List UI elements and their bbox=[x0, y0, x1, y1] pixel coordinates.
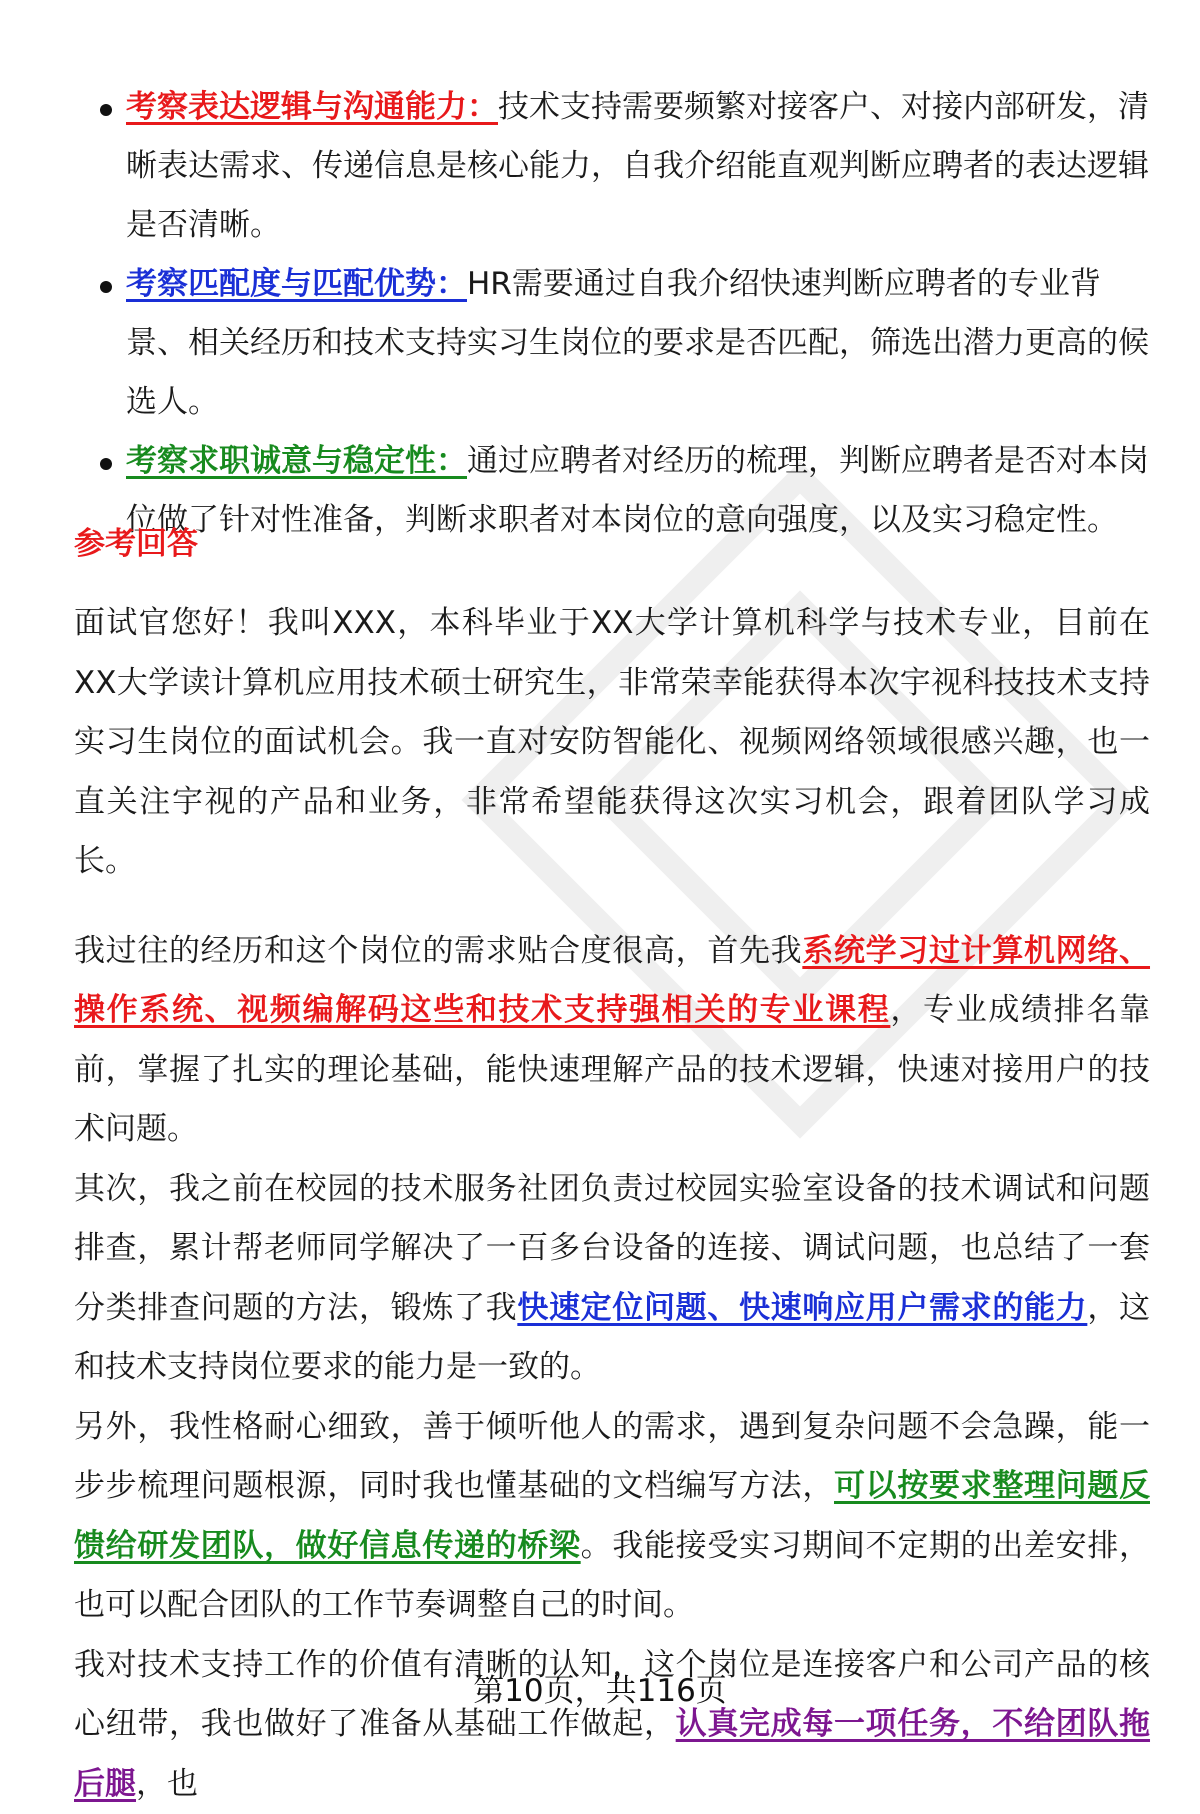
evaluation-points-list bbox=[74, 78, 1154, 550]
paragraph-text: 我过往的经历和这个岗位的需求贴合度很高，首先我 bbox=[74, 933, 802, 969]
bullet-item-sincerity bbox=[74, 432, 1154, 550]
bullet-text: HR需要通过自我介绍快速判断应聘者的专业背景、相关经历和技术支持实习生岗位的要求是否匹配，筛选出潜力更高的候选人。 bbox=[126, 266, 1149, 420]
paragraph-education bbox=[74, 922, 1150, 1160]
paragraph-text: ，也 bbox=[136, 1766, 198, 1802]
paragraph-text: 。我能接受实习期间不定期的出差安排，也可以配合团队的工作节奏调整自己的时间。 bbox=[74, 1528, 1150, 1624]
paragraph-text: 我对技术支持工作的价值有清晰的认知，这个岗位是连接客户和公司产品的核心纽带，我也做好了准备从基础工作做起， bbox=[74, 1647, 1150, 1743]
bullet-keyword: 考察匹配度与匹配优势： bbox=[126, 266, 467, 302]
paragraph-text: 其次，我之前在校园的技术服务社团负责过校园实验室设备的技术调试和问题排查，累计帮老师同学解决了一百多台设备的连接、调试问题，也总结了一套分类排查问题的方法，锻炼了我 bbox=[74, 1171, 1150, 1326]
paragraph-text: ，这和技术支持岗位要求的能力是一致的。 bbox=[74, 1290, 1150, 1386]
page-number: 第10页，共116页 bbox=[0, 1666, 1200, 1716]
paragraph-attitude bbox=[74, 1636, 1150, 1814]
paragraph-personality bbox=[74, 1398, 1150, 1636]
bullet-item-match bbox=[74, 255, 1154, 432]
bullet-item-communication bbox=[74, 78, 1154, 255]
bullet-dot-icon bbox=[100, 104, 112, 116]
paragraph-experience bbox=[74, 1160, 1150, 1398]
bullet-keyword: 考察表达逻辑与沟通能力： bbox=[126, 89, 498, 125]
highlight-text: 可以按要求整理问题反馈给研发团队，做好信息传递的桥梁 bbox=[74, 1468, 1150, 1564]
reference-answer bbox=[74, 594, 1150, 1814]
paragraph-text: ，专业成绩排名靠前，掌握了扎实的理论基础，能快速理解产品的技术逻辑，快速对接用户的技术问题。 bbox=[74, 992, 1150, 1147]
bullet-dot-icon bbox=[100, 458, 112, 470]
bullet-dot-icon bbox=[100, 281, 112, 293]
section-title: 参考回答 bbox=[74, 515, 198, 574]
highlight-text: 系统学习过计算机网络、操作系统、视频编解码这些和技术支持强相关的专业课程 bbox=[74, 933, 1150, 1029]
highlight-text: 认真完成每一项任务，不给团队拖后腿 bbox=[74, 1706, 1150, 1802]
highlight-text: 快速定位问题、快速响应用户需求的能力 bbox=[517, 1290, 1087, 1326]
bullet-keyword: 考察求职诚意与稳定性： bbox=[126, 443, 467, 479]
paragraph-intro: 面试官您好！我叫XXX，本科毕业于XX大学计算机科学与技术专业，目前在XX大学读计算机应用技术硕士研究生，非常荣幸能获得本次宇视科技技术支持实习生岗位的面试机会。我一直对安防智能化、视频网络领域很感兴趣，也一直关注宇视的产品和业务，非常希望能获得这次实习机会，跟着团队学习成长。 bbox=[74, 594, 1150, 892]
paragraph-text: 另外，我性格耐心细致，善于倾听他人的需求，遇到复杂问题不会急躁，能一步步梳理问题根源，同时我也懂基础的文档编写方法， bbox=[74, 1409, 1150, 1505]
bullet-text: 技术支持需要频繁对接客户、对接内部研发，清晰表达需求、传递信息是核心能力，自我介绍能直观判断应聘者的表达逻辑是否清晰。 bbox=[126, 89, 1149, 243]
bullet-text: 通过应聘者对经历的梳理，判断应聘者是否对本岗位做了针对性准备，判断求职者对本岗位的意向强度，以及实习稳定性。 bbox=[126, 443, 1149, 538]
